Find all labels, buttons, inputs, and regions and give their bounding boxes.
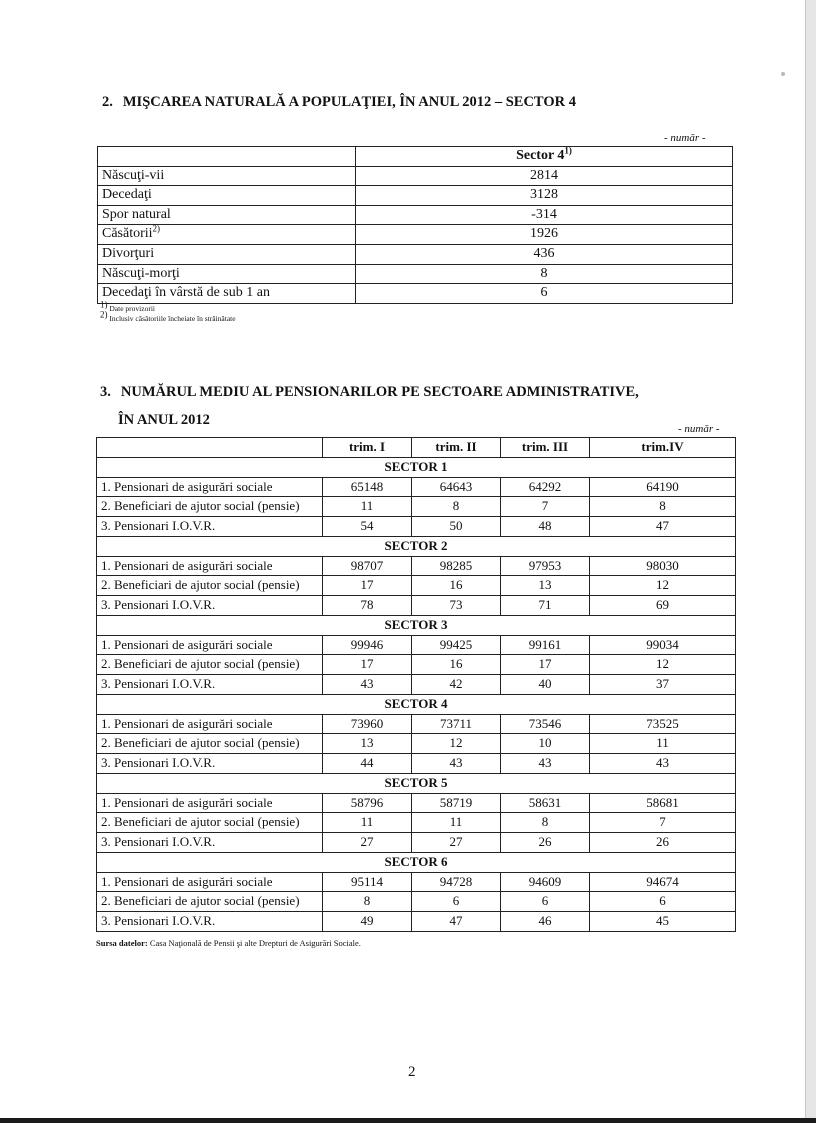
row-label: 2. Beneficiari de ajutor social (pensie) xyxy=(97,892,323,912)
natural-movement-rows xyxy=(98,166,733,303)
row-label: 2. Beneficiari de ajutor social (pensie) xyxy=(97,734,323,754)
row-value: 2814 xyxy=(356,166,733,186)
sector-name: SECTOR 3 xyxy=(97,615,736,635)
table-row xyxy=(98,186,733,206)
row-label-cell xyxy=(98,284,356,304)
row-label: 2. Beneficiari de ajutor social (pensie) xyxy=(97,576,323,596)
quarter-value: 48 xyxy=(501,517,590,537)
quarter-value: 73546 xyxy=(501,714,590,734)
quarter-value: 78 xyxy=(323,596,412,616)
table-row xyxy=(97,655,736,675)
quarter-value: 27 xyxy=(412,833,501,853)
quarter-value: 6 xyxy=(590,892,736,912)
quarter-value: 58796 xyxy=(323,793,412,813)
quarter-value: 11 xyxy=(412,813,501,833)
footnote xyxy=(100,299,236,314)
table-row xyxy=(97,892,736,912)
sector-name: SECTOR 2 xyxy=(97,536,736,556)
quarter-value: 11 xyxy=(323,813,412,833)
section-number: 3. xyxy=(100,384,111,400)
section-title-line1: NUMĂRUL MEDIU AL PENSIONARILOR PE SECTOARE ADMINISTRATIVE, xyxy=(120,384,639,400)
row-label: 2. Beneficiari de ajutor social (pensie) xyxy=(97,497,323,517)
quarter-value: 13 xyxy=(323,734,412,754)
row-label: 1. Pensionari de asigurări sociale xyxy=(97,556,323,576)
quarter-value: 64190 xyxy=(590,477,736,497)
footnotes xyxy=(100,299,236,324)
row-label: Căsătorii xyxy=(102,226,153,242)
quarter-value: 37 xyxy=(590,675,736,695)
unit-label: - număr - xyxy=(664,132,706,144)
table-row xyxy=(98,166,733,186)
row-label: Născuţi-vii xyxy=(102,167,165,183)
footnote-ref: 1) xyxy=(564,146,572,156)
quarter-value: 47 xyxy=(590,517,736,537)
table-header-row xyxy=(98,147,733,167)
quarter-value: 17 xyxy=(323,576,412,596)
table-row xyxy=(97,556,736,576)
row-label: 1. Pensionari de asigurări sociale xyxy=(97,714,323,734)
row-label: 3. Pensionari I.O.V.R. xyxy=(97,596,323,616)
column-header-text: Sector 4 xyxy=(516,148,565,163)
sector-name: SECTOR 4 xyxy=(97,694,736,714)
footnote-ref: 2) xyxy=(152,224,161,234)
scan-edge xyxy=(805,0,816,1123)
sector-name: SECTOR 6 xyxy=(97,852,736,872)
row-value: 1926 xyxy=(356,225,733,245)
row-label: 3. Pensionari I.O.V.R. xyxy=(97,517,323,537)
quarter-value: 73960 xyxy=(323,714,412,734)
data-source xyxy=(96,938,361,948)
quarter-value: 8 xyxy=(412,497,501,517)
table-row xyxy=(97,833,736,853)
page-number: 2 xyxy=(408,1064,416,1080)
table-row xyxy=(97,576,736,596)
sector-header-row xyxy=(97,694,736,714)
table-row xyxy=(98,264,733,284)
quarter-value: 17 xyxy=(323,655,412,675)
quarter-value: 8 xyxy=(590,497,736,517)
table-row xyxy=(97,872,736,892)
column-header-q1: trim. I xyxy=(323,438,412,458)
quarter-value: 71 xyxy=(501,596,590,616)
table-row xyxy=(97,813,736,833)
section-title: MIŞCAREA NATURALĂ A POPULAŢIEI, ÎN ANUL 2012 – SECTOR 4 xyxy=(122,94,576,110)
quarter-value: 42 xyxy=(412,675,501,695)
row-label: Divorţuri xyxy=(102,245,155,261)
quarter-value: 98707 xyxy=(323,556,412,576)
quarter-value: 40 xyxy=(501,675,590,695)
table-row xyxy=(97,596,736,616)
table-row xyxy=(97,635,736,655)
quarter-value: 94728 xyxy=(412,872,501,892)
row-label: 3. Pensionari I.O.V.R. xyxy=(97,912,323,932)
table-row xyxy=(97,517,736,537)
quarter-value: 12 xyxy=(590,655,736,675)
quarter-value: 43 xyxy=(412,754,501,774)
quarter-value: 45 xyxy=(590,912,736,932)
row-value: -314 xyxy=(356,205,733,225)
table-row xyxy=(98,284,733,304)
quarter-value: 97953 xyxy=(501,556,590,576)
quarter-value: 99034 xyxy=(590,635,736,655)
quarter-value: 43 xyxy=(323,675,412,695)
footnote-mark: 2) xyxy=(100,309,108,320)
quarter-value: 27 xyxy=(323,833,412,853)
footnote xyxy=(100,309,236,324)
quarter-value: 50 xyxy=(412,517,501,537)
sector-header-row xyxy=(97,852,736,872)
quarter-value: 99425 xyxy=(412,635,501,655)
source-label: Sursa datelor: xyxy=(96,938,148,948)
scan-speck xyxy=(781,72,785,76)
quarter-value: 54 xyxy=(323,517,412,537)
quarter-value: 6 xyxy=(412,892,501,912)
quarter-value: 7 xyxy=(501,497,590,517)
row-label: Decedaţi în vârstă de sub 1 an xyxy=(102,285,270,301)
row-label: 2. Beneficiari de ajutor social (pensie) xyxy=(97,655,323,675)
row-value: 3128 xyxy=(356,186,733,206)
column-header-q3: trim. III xyxy=(501,438,590,458)
quarter-value: 43 xyxy=(501,754,590,774)
quarter-value: 12 xyxy=(412,734,501,754)
quarter-value: 58631 xyxy=(501,793,590,813)
quarter-value: 12 xyxy=(590,576,736,596)
sector-name: SECTOR 5 xyxy=(97,773,736,793)
quarter-value: 49 xyxy=(323,912,412,932)
quarter-value: 7 xyxy=(590,813,736,833)
footnote-text: Inclusiv căsătoriile încheiate în străinătate xyxy=(109,314,236,323)
row-label: 3. Pensionari I.O.V.R. xyxy=(97,833,323,853)
pensioners-rows xyxy=(97,457,736,931)
column-header-q2: trim. II xyxy=(412,438,501,458)
row-label-cell xyxy=(98,264,356,284)
quarter-value: 10 xyxy=(501,734,590,754)
table-row xyxy=(98,244,733,264)
unit-label: - număr - xyxy=(678,423,720,435)
table-row xyxy=(97,714,736,734)
row-label: Născuţi-morţi xyxy=(102,265,180,281)
row-label-cell xyxy=(98,186,356,206)
quarter-value: 46 xyxy=(501,912,590,932)
quarter-value: 8 xyxy=(323,892,412,912)
quarter-value: 94609 xyxy=(501,872,590,892)
natural-movement-table xyxy=(97,146,733,304)
row-label: 1. Pensionari de asigurări sociale xyxy=(97,872,323,892)
quarter-value: 64643 xyxy=(412,477,501,497)
sector-header-row xyxy=(97,457,736,477)
empty-header-cell xyxy=(98,147,356,167)
quarter-value: 16 xyxy=(412,655,501,675)
table-row xyxy=(98,205,733,225)
row-label: 1. Pensionari de asigurări sociale xyxy=(97,477,323,497)
table-row xyxy=(97,497,736,517)
table-row xyxy=(98,225,733,245)
quarter-value: 58719 xyxy=(412,793,501,813)
quarter-value: 11 xyxy=(323,497,412,517)
quarter-value: 26 xyxy=(501,833,590,853)
quarter-value: 17 xyxy=(501,655,590,675)
quarter-value: 64292 xyxy=(501,477,590,497)
sector-header-row xyxy=(97,615,736,635)
quarter-value: 73711 xyxy=(412,714,501,734)
quarter-value: 73525 xyxy=(590,714,736,734)
quarter-value: 47 xyxy=(412,912,501,932)
quarter-value: 6 xyxy=(501,892,590,912)
row-value: 436 xyxy=(356,244,733,264)
sector-header-row xyxy=(97,536,736,556)
quarter-value: 98285 xyxy=(412,556,501,576)
row-label: Spor natural xyxy=(102,206,171,222)
footnote-text: Date provizorii xyxy=(109,304,155,313)
table-row xyxy=(97,477,736,497)
column-header xyxy=(356,147,733,167)
quarter-value: 43 xyxy=(590,754,736,774)
quarter-value: 99946 xyxy=(323,635,412,655)
row-label-cell xyxy=(98,166,356,186)
pensioners-table xyxy=(96,437,736,932)
table-row xyxy=(97,754,736,774)
quarter-value: 73 xyxy=(412,596,501,616)
empty-header-cell xyxy=(97,438,323,458)
footnote-mark: 1) xyxy=(100,299,108,310)
table-row xyxy=(97,734,736,754)
quarter-value: 94674 xyxy=(590,872,736,892)
table-row xyxy=(97,675,736,695)
quarter-value: 95114 xyxy=(323,872,412,892)
table-row xyxy=(97,793,736,813)
section-heading-natural-movement xyxy=(102,94,576,111)
quarter-value: 69 xyxy=(590,596,736,616)
quarter-value: 58681 xyxy=(590,793,736,813)
row-label: 2. Beneficiari de ajutor social (pensie) xyxy=(97,813,323,833)
row-label: 1. Pensionari de asigurări sociale xyxy=(97,793,323,813)
column-header-q4: trim.IV xyxy=(590,438,736,458)
quarter-value: 99161 xyxy=(501,635,590,655)
quarter-value: 16 xyxy=(412,576,501,596)
quarter-value: 13 xyxy=(501,576,590,596)
quarter-value: 8 xyxy=(501,813,590,833)
row-label: 1. Pensionari de asigurări sociale xyxy=(97,635,323,655)
sector-name: SECTOR 1 xyxy=(97,457,736,477)
row-label: Decedaţi xyxy=(102,187,152,203)
sector-header-row xyxy=(97,773,736,793)
row-value: 6 xyxy=(356,284,733,304)
source-text: Casa Naţională de Pensii şi alte Drepturi de Asigurări Sociale. xyxy=(149,938,361,948)
table-row xyxy=(97,912,736,932)
quarter-value: 26 xyxy=(590,833,736,853)
section-heading-pensioners xyxy=(100,378,639,434)
quarter-value: 65148 xyxy=(323,477,412,497)
row-label-cell xyxy=(98,225,356,245)
row-value: 8 xyxy=(356,264,733,284)
row-label: 3. Pensionari I.O.V.R. xyxy=(97,754,323,774)
section-title-line2: ÎN ANUL 2012 xyxy=(118,412,210,428)
table-header-row xyxy=(97,438,736,458)
row-label: 3. Pensionari I.O.V.R. xyxy=(97,675,323,695)
row-label-cell xyxy=(98,244,356,264)
scan-edge-bottom xyxy=(0,1118,816,1123)
section-number: 2. xyxy=(102,94,113,110)
quarter-value: 44 xyxy=(323,754,412,774)
quarter-value: 98030 xyxy=(590,556,736,576)
quarter-value: 11 xyxy=(590,734,736,754)
row-label-cell xyxy=(98,205,356,225)
